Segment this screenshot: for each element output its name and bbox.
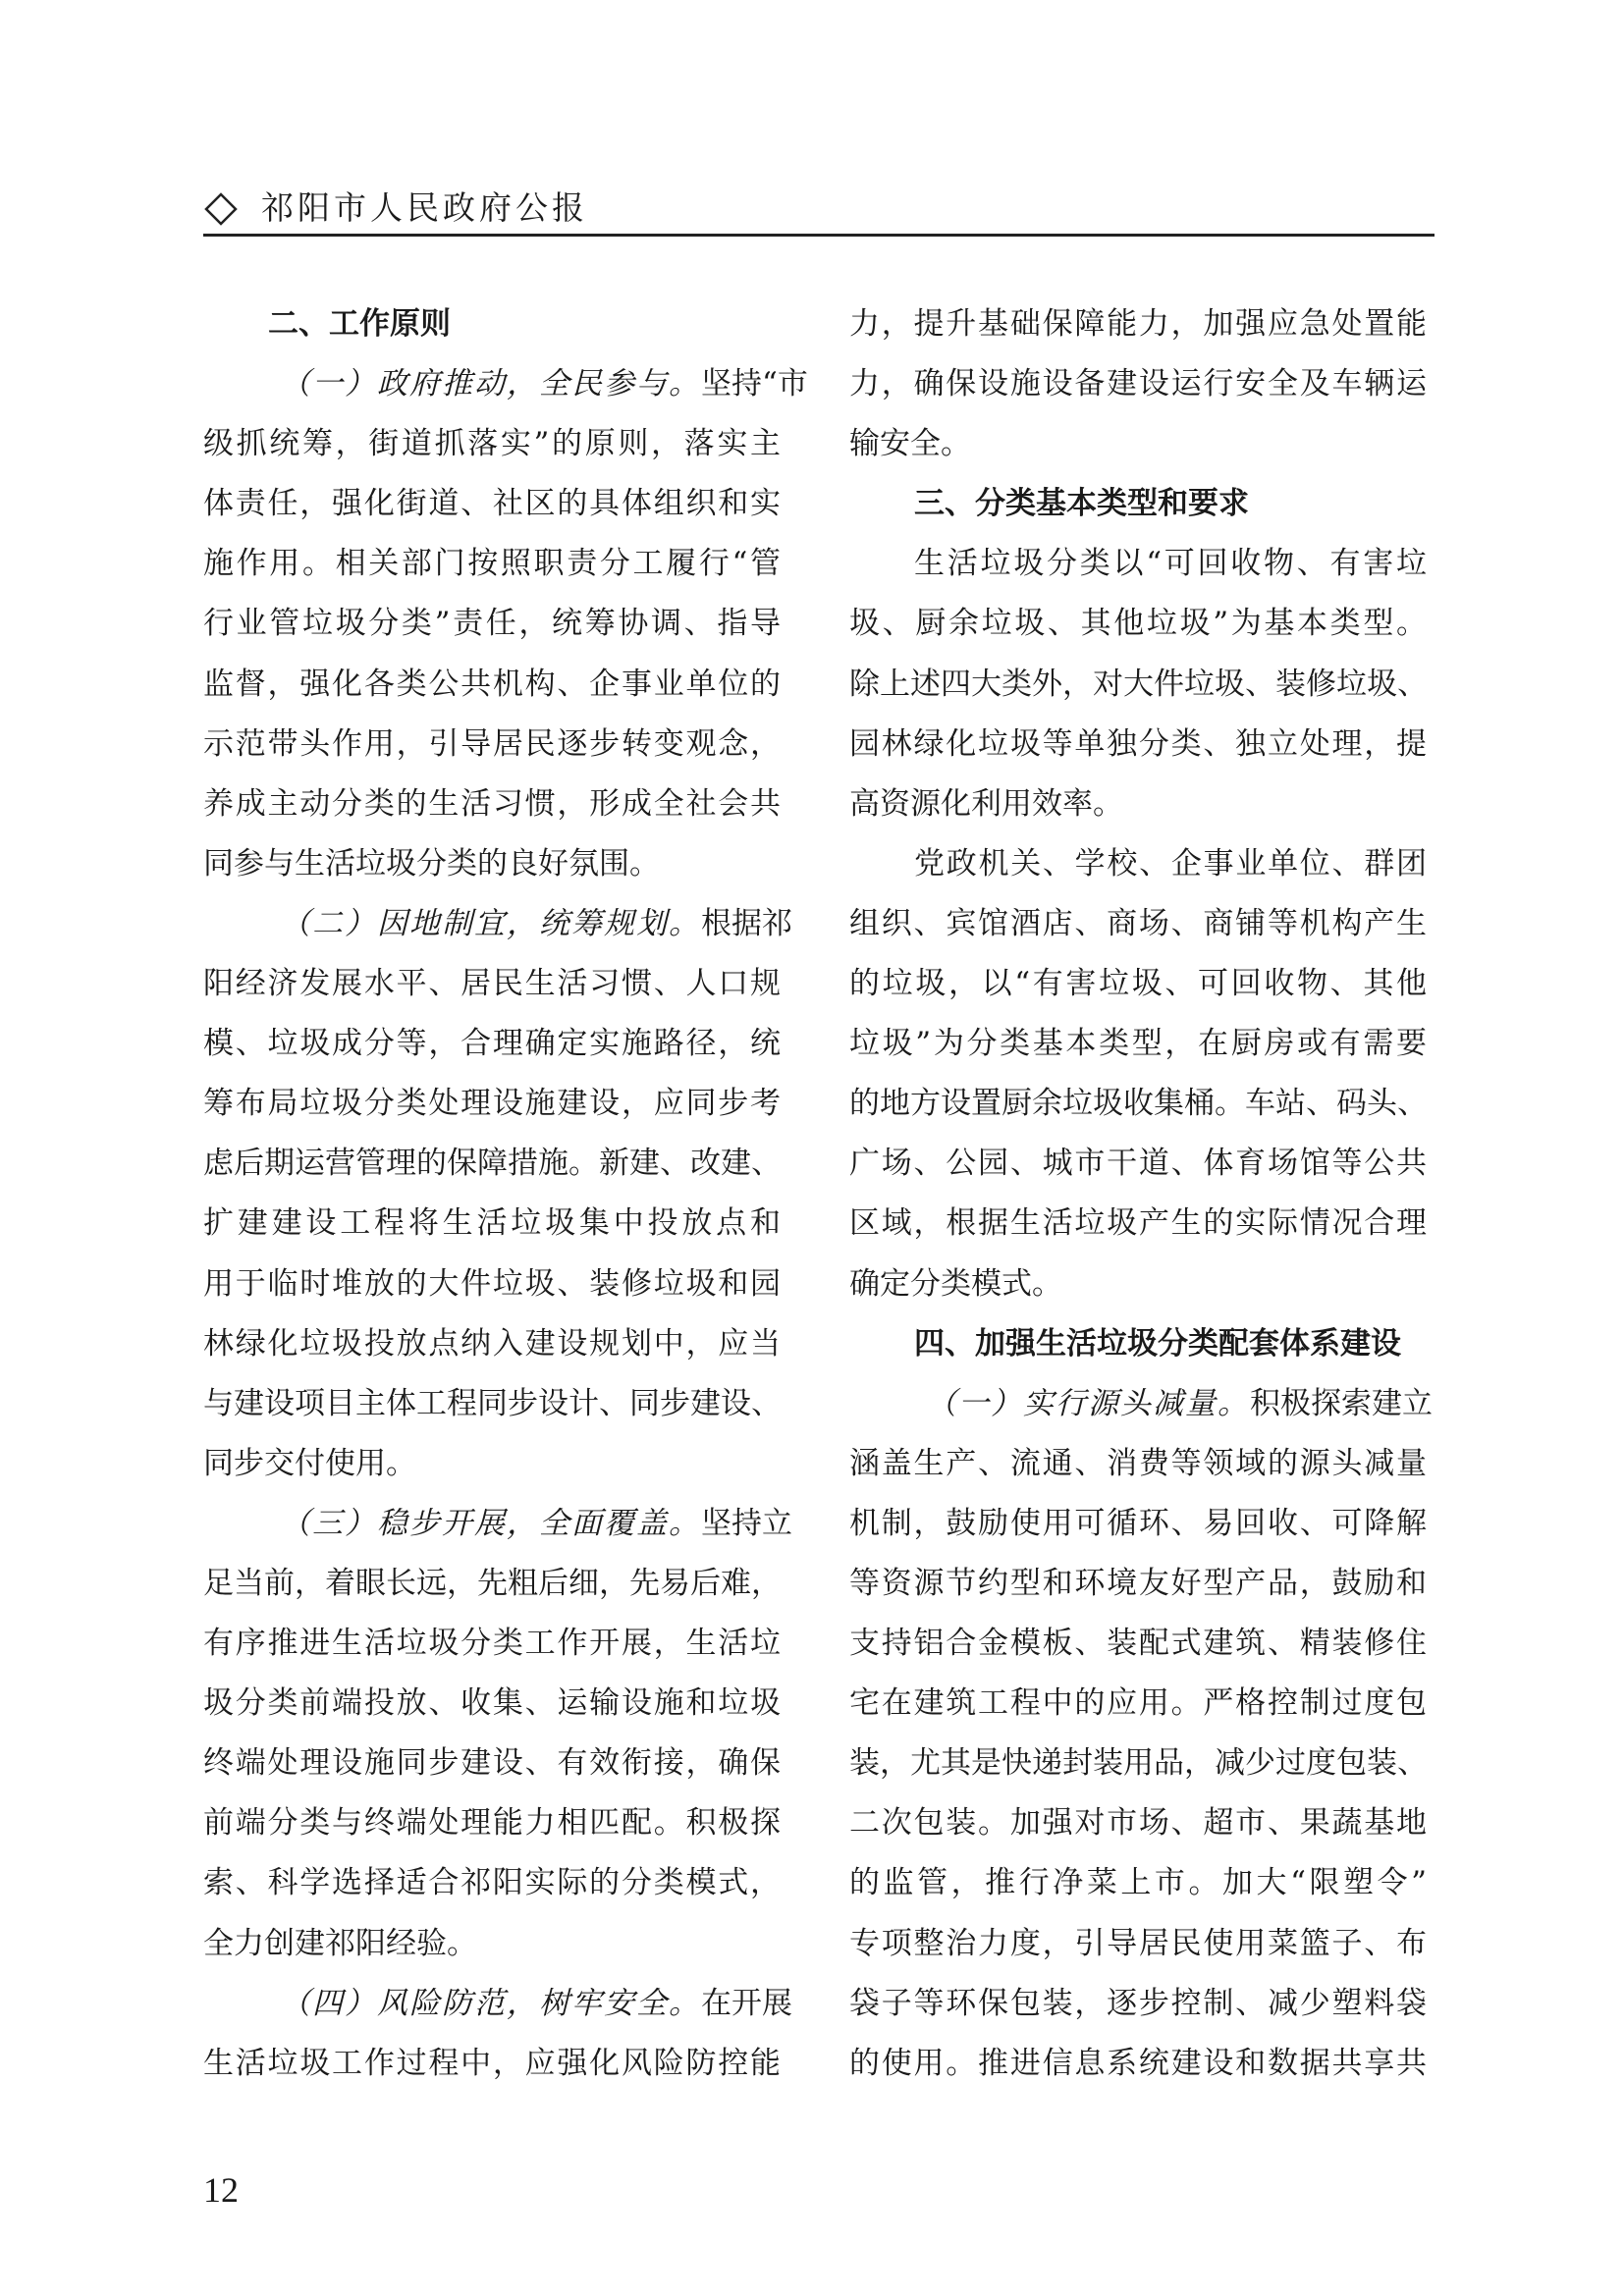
line-text: 等资源节约型和环境友好型产品，鼓励和	[849, 1565, 1427, 1601]
line-text: 确定分类模式。	[849, 1265, 1062, 1302]
text-line	[203, 354, 808, 414]
text-line	[849, 1134, 1427, 1194]
text-line	[203, 1255, 781, 1314]
text-line	[849, 534, 1427, 594]
text-line	[203, 1194, 781, 1254]
line-text: 终端处理设施同步建设、有效衔接，确保	[203, 1745, 781, 1782]
line-text: 力，提升基础保障能力，加强应急处置能	[849, 306, 1427, 342]
line-text: 装，尤其是快递封装用品，减少过度包装、	[849, 1745, 1428, 1782]
subsection-lead: （四）风险防范，树牢安全。	[280, 1985, 701, 2021]
line-text: 涵盖生产、流通、消费等领域的源头减量	[849, 1445, 1427, 1481]
line-text: 机制，鼓励使用可循环、易回收、可降解	[849, 1505, 1427, 1541]
text-line	[849, 294, 1427, 354]
text-line	[203, 1914, 781, 1974]
text-line	[203, 594, 781, 654]
text-line	[203, 534, 781, 594]
line-text: 在开展	[701, 1985, 792, 2021]
line-text: 除上述四大类外，对大件垃圾、装修垃圾、	[849, 666, 1428, 702]
text-line	[849, 1194, 1427, 1254]
line-text: 监督，强化各类公共机构、企事业单位的	[203, 666, 781, 702]
line-text: 养成主动分类的生活习惯，形成全社会共	[203, 785, 781, 822]
text-line	[849, 1494, 1427, 1554]
line-text: 党政机关、学校、企事业单位、群团	[914, 845, 1427, 881]
line-text: 坚持“市	[701, 366, 808, 402]
line-text: 生活垃圾分类以“可回收物、有害垃	[914, 546, 1427, 582]
line-text: 高资源化利用效率。	[849, 785, 1123, 822]
text-line	[203, 1494, 792, 1554]
line-text: 虑后期运营管理的保障措施。新建、改建、	[203, 1146, 782, 1182]
diamond-icon	[204, 192, 238, 226]
subsection-lead: （三）稳步开展，全面覆盖。	[280, 1505, 701, 1541]
text-line	[849, 1434, 1427, 1494]
text-line	[849, 1793, 1427, 1853]
line-text: 体责任，强化街道、社区的具体组织和实	[203, 486, 781, 522]
text-line	[203, 715, 781, 774]
line-text: 支持铝合金模板、装配式建筑、精装修住	[849, 1626, 1427, 1662]
text-line	[203, 2034, 781, 2094]
line-text: 坚持立	[701, 1505, 792, 1541]
subsection-lead: （二）因地制宜，统筹规划。	[280, 905, 701, 941]
line-text: 模、垃圾成分等，合理确定实施路径，统	[203, 1026, 781, 1062]
line-text: 垃圾”为分类基本类型，在厨房或有需要	[849, 1026, 1427, 1062]
text-line	[849, 715, 1427, 774]
text-line	[203, 414, 781, 474]
text-line	[849, 1674, 1427, 1734]
text-line	[849, 354, 1427, 414]
subsection-lead: （一）实行源头减量。	[926, 1385, 1250, 1421]
header-rule	[203, 234, 1435, 237]
line-text: 园林绿化垃圾等单独分类、独立处理，提	[849, 725, 1427, 762]
text-line	[849, 1074, 1427, 1134]
line-text: 根据祁	[701, 905, 792, 941]
line-text: 林绿化垃圾投放点纳入建设规划中，应当	[203, 1325, 781, 1362]
subsection-lead: （一）政府推动，全民参与。	[280, 366, 701, 402]
line-text: 广场、公园、城市干道、体育场馆等公共	[849, 1146, 1427, 1182]
text-line	[849, 894, 1427, 954]
text-line	[203, 1614, 781, 1674]
line-text: 积极探索建立	[1250, 1385, 1433, 1421]
line-text: 二次包装。加强对市场、超市、果蔬基地	[849, 1805, 1427, 1842]
text-line	[203, 1974, 792, 2034]
line-text: 专项整治力度，引导居民使用菜篮子、布	[849, 1925, 1427, 1961]
line-text: 力，确保设施设备建设运行安全及车辆运	[849, 366, 1427, 402]
line-text: 前端分类与终端处理能力相匹配。积极探	[203, 1805, 781, 1842]
line-text: 的监管，推行净菜上市。加大“限塑令”	[849, 1865, 1427, 1901]
line-text: 的使用。推进信息系统建设和数据共享共	[849, 2045, 1427, 2081]
text-line	[849, 1853, 1427, 1913]
text-line	[203, 1074, 781, 1134]
line-text: 施作用。相关部门按照职责分工履行“管	[203, 546, 781, 582]
text-line	[203, 1014, 781, 1074]
text-line	[849, 834, 1427, 894]
text-line	[203, 1434, 781, 1494]
text-line	[203, 774, 781, 834]
line-text: 圾、厨余垃圾、其他垃圾”为基本类型。	[849, 606, 1427, 642]
text-line	[849, 1554, 1427, 1614]
text-line	[849, 1014, 1427, 1074]
line-text: 全力创建祁阳经验。	[203, 1925, 477, 1961]
line-text: 组织、宾馆酒店、商场、商铺等机构产生	[849, 905, 1427, 941]
line-text: 足当前，着眼长远，先粗后细，先易后难，	[203, 1565, 782, 1601]
text-line	[849, 1614, 1427, 1674]
line-text: 索、科学选择适合祁阳实际的分类模式，	[203, 1865, 781, 1901]
right-column	[849, 294, 1433, 2094]
line-text: 区域，根据生活垃圾产生的实际情况合理	[849, 1205, 1427, 1242]
text-line	[203, 1554, 781, 1614]
line-text: 输安全。	[849, 426, 971, 462]
line-text: 扩建建设工程将生活垃圾集中投放点和	[203, 1205, 781, 1242]
text-line	[203, 1314, 781, 1374]
line-text: 的地方设置厨余垃圾收集桶。车站、码头、	[849, 1086, 1428, 1122]
section-heading: 四、加强生活垃圾分类配套体系建设	[914, 1325, 1401, 1362]
text-line	[203, 834, 781, 894]
text-line	[203, 954, 781, 1014]
line-text: 与建设项目主体工程同步设计、同步建设、	[203, 1385, 782, 1421]
text-line	[849, 1974, 1427, 2034]
line-text: 袋子等环保包装，逐步控制、减少塑料袋	[849, 1985, 1427, 2021]
line-text: 阳经济发展水平、居民生活习惯、人口规	[203, 966, 781, 1002]
text-line	[849, 1914, 1427, 1974]
bulletin-title: 祁阳市人民政府公报	[261, 188, 588, 227]
text-line	[203, 1793, 781, 1853]
text-line	[849, 774, 1427, 834]
text-line	[849, 594, 1427, 654]
line-text: 行业管垃圾分类”责任，统筹协调、指导	[203, 606, 781, 642]
text-line	[849, 1734, 1427, 1793]
line-text: 宅在建筑工程中的应用。严格控制过度包	[849, 1685, 1427, 1722]
line-text: 圾分类前端投放、收集、运输设施和垃圾	[203, 1685, 781, 1722]
text-line	[203, 655, 781, 715]
line-text: 有序推进生活垃圾分类工作开展，生活垃	[203, 1626, 781, 1662]
text-line	[849, 1255, 1427, 1314]
line-text: 同步交付使用。	[203, 1445, 416, 1481]
text-line	[203, 1853, 781, 1913]
line-text: 的垃圾，以“有害垃圾、可回收物、其他	[849, 966, 1427, 1002]
line-text: 筹布局垃圾分类处理设施建设，应同步考	[203, 1086, 781, 1122]
text-line	[203, 1134, 781, 1194]
line-text: 用于临时堆放的大件垃圾、装修垃圾和园	[203, 1265, 781, 1302]
line-text: 生活垃圾工作过程中，应强化风险防控能	[203, 2045, 781, 2081]
text-line	[203, 1374, 781, 1434]
text-line	[203, 474, 781, 534]
text-line	[849, 655, 1427, 715]
section-heading: 三、分类基本类型和要求	[914, 486, 1249, 522]
line-text: 示范带头作用，引导居民逐步转变观念，	[203, 725, 781, 762]
line-text: 级抓统筹，街道抓落实”的原则，落实主	[203, 426, 781, 462]
text-line	[849, 954, 1427, 1014]
text-line	[203, 894, 792, 954]
text-line	[203, 1674, 781, 1734]
text-line	[849, 414, 1427, 474]
text-line	[849, 2034, 1427, 2094]
text-line	[203, 1734, 781, 1793]
text-line	[849, 1374, 1433, 1434]
page-number: 12	[203, 2170, 239, 2210]
section-heading: 二、工作原则	[268, 306, 451, 342]
left-column	[203, 294, 808, 2094]
line-text: 同参与生活垃圾分类的良好氛围。	[203, 845, 660, 881]
